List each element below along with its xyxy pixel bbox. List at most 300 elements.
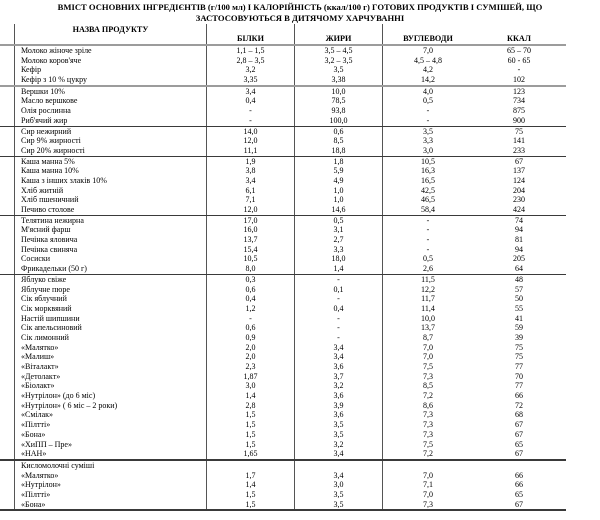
cell-kcal: 65	[515, 439, 523, 449]
cell-protein: 0,3	[207, 275, 295, 285]
cell-protein: 1,5	[207, 420, 295, 430]
cell-protein: 14,0	[207, 127, 295, 137]
cell-product-name: «Нутрілон»	[14, 480, 207, 490]
cell-protein: 15,4	[207, 245, 295, 255]
table-row	[0, 136, 566, 146]
cell-product-name: «ХиПП – Пре»	[14, 440, 207, 450]
cell-carbs: 58,4	[421, 205, 435, 214]
cell-kcal: 141	[513, 136, 525, 146]
cell-protein: 1,87	[207, 372, 295, 382]
cell-fat: -	[295, 314, 383, 324]
cell-fat: 3,9	[295, 401, 383, 411]
cell-carbs: 12,2	[421, 284, 435, 294]
table-row	[0, 401, 566, 411]
cell-fat: 100,0	[295, 116, 383, 126]
cell-kcal: 233	[513, 145, 525, 155]
cell-protein: 16,0	[207, 225, 295, 235]
cell-protein: 2,8 – 3,5	[207, 56, 295, 66]
cell-protein: 3,0	[207, 381, 295, 391]
cell-product-name: «Пілтті»	[14, 490, 207, 500]
cell-protein: 3,4	[207, 176, 295, 186]
document-title-line-2: ЗАСТОСОВУЮТЬСЯ В ДИТЯЧОМУ ХАРЧУВАННІ	[195, 13, 405, 23]
cell-product-name: «Нутрілон» (до 6 міс)	[14, 391, 207, 401]
cell-product-name: «Смілак»	[14, 410, 207, 420]
cell-carbs: 13,7	[421, 323, 435, 333]
cell-kcal: 59	[515, 323, 523, 333]
cell-product-name: Сік апельсиновий	[14, 323, 207, 333]
cell-carbs: 11,5	[421, 274, 435, 284]
cell-fat: 0,5	[295, 216, 383, 226]
cell-kcal: 123	[513, 86, 525, 96]
table-row	[0, 449, 566, 459]
cell-kcal: 875	[513, 106, 525, 116]
table-row	[0, 96, 566, 106]
cell-carbs: 2,6	[423, 264, 433, 274]
table-header	[0, 24, 566, 46]
cell-product-name: Хліб пшеничний	[14, 195, 207, 205]
cell-protein	[207, 461, 295, 471]
cell-kcal: 72	[515, 400, 523, 410]
cell-product-name: Сосиски	[14, 254, 207, 264]
cell-fat: 3,5	[295, 430, 383, 440]
cell-protein: 10,5	[207, 254, 295, 264]
cell-protein: 1,5	[207, 500, 295, 510]
cell-protein: 0,4	[207, 96, 295, 106]
cell-product-name: Сік яблучний	[14, 294, 207, 304]
table-row	[0, 116, 566, 126]
cell-protein: 2,8	[207, 401, 295, 411]
cell-kcal: 102	[513, 75, 525, 85]
table-section	[0, 87, 566, 127]
cell-kcal: 94	[515, 244, 523, 254]
table-row	[0, 323, 566, 333]
table-row	[0, 314, 566, 324]
cell-product-name: «Бона»	[14, 430, 207, 440]
cell-carbs: 8,6	[423, 400, 433, 410]
table-section	[0, 461, 566, 511]
table-body	[0, 46, 566, 511]
cell-fat: 0,6	[295, 127, 383, 137]
cell-fat: 3,4	[295, 352, 383, 362]
cell-carbs: 11,7	[421, 294, 435, 304]
cell-kcal: 204	[513, 185, 525, 195]
cell-protein: -	[207, 116, 295, 126]
cell-fat: 3,4	[295, 471, 383, 481]
cell-carbs: 7,3	[423, 371, 433, 381]
cell-product-name: Телятина нежирна	[14, 216, 207, 226]
cell-carbs: 7,3	[423, 410, 433, 420]
cell-product-name: «Детолакт»	[14, 372, 207, 382]
cell-carbs: 7,1	[423, 480, 433, 490]
cell-carbs: 16,3	[421, 166, 435, 176]
cell-carbs: 7,2	[423, 391, 433, 401]
cell-protein: 2,0	[207, 343, 295, 353]
cell-protein: 0,9	[207, 333, 295, 343]
cell-product-name: «Віталакт»	[14, 362, 207, 372]
cell-carbs: 7,3	[423, 429, 433, 439]
cell-fat: -	[295, 333, 383, 343]
cell-carbs: -	[426, 225, 430, 235]
cell-kcal: 65 – 70	[507, 46, 531, 55]
cell-carbs	[383, 461, 473, 471]
cell-kcal: 77	[515, 362, 523, 371]
cell-fat: 3,7	[295, 372, 383, 382]
cell-protein: 1,5	[207, 430, 295, 440]
cell-kcal: 74	[515, 215, 523, 225]
cell-fat: -	[295, 294, 383, 304]
nutrition-table	[0, 24, 566, 511]
cell-kcal: 900	[513, 115, 525, 125]
cell-kcal: 75	[515, 352, 523, 362]
cell-fat: 18,8	[295, 146, 383, 156]
cell-kcal: 50	[515, 294, 523, 304]
cell-protein: 0,6	[207, 323, 295, 333]
table-row	[0, 186, 566, 196]
cell-carbs: 11,4	[421, 303, 435, 313]
cell-kcal: 55	[515, 303, 523, 313]
table-row	[0, 461, 566, 471]
cell-carbs: 8,7	[423, 332, 433, 342]
cell-fat: 0,1	[295, 285, 383, 295]
cell-protein: 1,5	[207, 440, 295, 450]
table-row	[0, 490, 566, 500]
cell-protein: 7,1	[207, 195, 295, 205]
cell-product-name: Яблуко свіже	[14, 275, 207, 285]
cell-fat: 10,0	[295, 87, 383, 97]
cell-kcal: 67	[515, 429, 523, 439]
cell-protein: -	[207, 106, 295, 116]
cell-protein: 1,2	[207, 304, 295, 314]
cell-carbs: 7,0	[423, 46, 433, 55]
cell-carbs: 7,0	[423, 470, 433, 480]
cell-product-name: Масло вершкове	[14, 96, 207, 106]
table-row	[0, 430, 566, 440]
cell-product-name: «НАН»	[14, 449, 207, 459]
table-section	[0, 157, 566, 216]
cell-fat: 1,0	[295, 186, 383, 196]
cell-fat: 3,5	[295, 420, 383, 430]
cell-fat: 1,0	[295, 195, 383, 205]
cell-protein: 12,0	[207, 205, 295, 215]
cell-fat: 4,9	[295, 176, 383, 186]
cell-carbs: 42,5	[421, 185, 435, 195]
cell-carbs: 7,5	[423, 362, 433, 371]
cell-protein: 3,35	[207, 75, 295, 85]
cell-kcal: 48	[515, 274, 523, 284]
table-row	[0, 235, 566, 245]
cell-fat: 5,9	[295, 166, 383, 176]
cell-carbs: 7,2	[423, 449, 433, 459]
cell-protein: 3,8	[207, 166, 295, 176]
table-row	[0, 285, 566, 295]
cell-protein: 1,4	[207, 480, 295, 490]
cell-protein: 2,3	[207, 362, 295, 372]
table-section	[0, 46, 566, 87]
cell-protein: 1,5	[207, 490, 295, 500]
cell-fat: 3,2 – 3,5	[295, 56, 383, 66]
table-row	[0, 352, 566, 362]
cell-kcal: -	[517, 65, 521, 75]
column-header-protein: БІЛКИ	[207, 24, 295, 44]
cell-protein: 3,2	[207, 65, 295, 75]
document-title	[20, 2, 580, 24]
cell-carbs: 10,0	[421, 313, 435, 323]
cell-fat: 0,4	[295, 304, 383, 314]
cell-fat: 78,5	[295, 96, 383, 106]
cell-kcal	[473, 461, 565, 471]
cell-carbs: 7,0	[423, 342, 433, 352]
cell-carbs: 3,0	[423, 145, 433, 155]
table-row	[0, 146, 566, 156]
cell-carbs: -	[426, 235, 430, 245]
table-row	[0, 381, 566, 391]
table-row	[0, 176, 566, 186]
table-row	[0, 56, 566, 66]
cell-protein: 17,0	[207, 216, 295, 226]
cell-carbs: 4,0	[423, 86, 433, 96]
cell-fat: 3,4	[295, 343, 383, 353]
cell-product-name: Каша манна 5%	[14, 157, 207, 167]
cell-kcal: 734	[513, 96, 525, 106]
table-row	[0, 275, 566, 285]
table-section	[0, 127, 566, 157]
cell-carbs: -	[426, 106, 430, 116]
cell-product-name: Молоко коров'яче	[14, 56, 207, 66]
column-header-product-name: НАЗВА ПРОДУКТУ	[14, 24, 207, 44]
cell-product-name: М'ясний фарш	[14, 225, 207, 235]
cell-product-name: Печиво столове	[14, 205, 207, 215]
cell-fat: 3,5	[295, 65, 383, 75]
table-row	[0, 166, 566, 176]
cell-fat: 1,4	[295, 264, 383, 274]
table-row	[0, 254, 566, 264]
cell-fat: -	[295, 275, 383, 285]
cell-carbs: 3,3	[423, 136, 433, 146]
cell-fat: 3,1	[295, 225, 383, 235]
table-section	[0, 216, 566, 275]
cell-product-name: Молоко жіноче зріле	[14, 46, 207, 56]
cell-kcal: 41	[515, 313, 523, 323]
cell-protein: 2,0	[207, 352, 295, 362]
cell-kcal: 60 - 65	[507, 55, 531, 65]
cell-fat: 14,6	[295, 205, 383, 215]
cell-carbs: 8,5	[423, 381, 433, 391]
cell-kcal: 67	[515, 449, 523, 459]
cell-product-name: Олія рослинна	[14, 106, 207, 116]
cell-kcal: 39	[515, 332, 523, 342]
cell-protein: 1,65	[207, 449, 295, 459]
cell-fat: 3,0	[295, 480, 383, 490]
cell-carbs: 7,3	[423, 420, 433, 430]
cell-kcal: 424	[513, 205, 525, 214]
table-row	[0, 420, 566, 430]
cell-protein: 11,1	[207, 146, 295, 156]
cell-protein: 12,0	[207, 136, 295, 146]
cell-product-name: «Малятко»	[14, 343, 207, 353]
cell-product-name: Вершки 10%	[14, 87, 207, 97]
cell-kcal: 68	[515, 410, 523, 420]
cell-carbs: 7,3	[423, 499, 433, 509]
cell-carbs: -	[426, 244, 430, 254]
table-row	[0, 372, 566, 382]
cell-fat: 8,5	[295, 136, 383, 146]
table-row	[0, 294, 566, 304]
table-row	[0, 65, 566, 75]
table-row	[0, 440, 566, 450]
cell-product-name: Риб'ячий жир	[14, 116, 207, 126]
cell-product-name: Кисломолочні суміші	[14, 461, 207, 471]
table-row	[0, 87, 566, 97]
table-row	[0, 362, 566, 372]
cell-product-name: Каша манна 10%	[14, 166, 207, 176]
table-row	[0, 410, 566, 420]
cell-product-name: Сир 9% жирності	[14, 136, 207, 146]
cell-fat: 3,6	[295, 391, 383, 401]
cell-kcal: 81	[515, 235, 523, 245]
table-row	[0, 304, 566, 314]
cell-kcal: 64	[515, 264, 523, 274]
cell-fat: 3,3	[295, 245, 383, 255]
cell-carbs: 7,5	[423, 439, 433, 449]
cell-carbs: 14,2	[421, 75, 435, 85]
cell-product-name: Сир 20% жирності	[14, 146, 207, 156]
cell-carbs: 4,2	[423, 65, 433, 75]
table-row	[0, 471, 566, 481]
cell-kcal: 124	[513, 175, 525, 185]
cell-protein: 1,5	[207, 410, 295, 420]
cell-product-name: Настій шипшини	[14, 314, 207, 324]
table-row	[0, 157, 566, 167]
cell-product-name: Фрикадельки (50 г)	[14, 264, 207, 274]
cell-product-name: Каша з інших злаків 10%	[14, 176, 207, 186]
cell-protein: 8,0	[207, 264, 295, 274]
cell-carbs: 7,0	[423, 352, 433, 362]
cell-fat: 3,2	[295, 440, 383, 450]
cell-product-name: «Нутрілон» ( 6 міс – 2 роки)	[14, 401, 207, 411]
cell-kcal: 75	[515, 342, 523, 352]
document-title-line-1: ВМІСТ ОСНОВНИХ ІНГРЕДІЄНТІВ (г/100 мл) І КАЛОРІЙНІСТЬ (ккал/100 г) ГОТОВИХ ПРОДУКТІВ І СУМІШЕЙ, ЩО	[57, 2, 543, 12]
cell-kcal: 66	[515, 391, 523, 401]
cell-fat: 3,2	[295, 381, 383, 391]
cell-fat: 93,8	[295, 106, 383, 116]
cell-product-name: «Пілтті»	[14, 420, 207, 430]
cell-fat: 2,7	[295, 235, 383, 245]
column-header-fat: ЖИРИ	[295, 24, 383, 44]
cell-fat: 18,0	[295, 254, 383, 264]
cell-kcal: 77	[515, 381, 523, 391]
cell-kcal: 230	[513, 195, 525, 205]
cell-carbs: 7,0	[423, 489, 433, 499]
cell-carbs: 0,5	[423, 96, 433, 106]
table-row	[0, 216, 566, 226]
cell-carbs: 46,5	[421, 195, 435, 205]
cell-product-name: Кефір	[14, 65, 207, 75]
cell-product-name: «Біолакт»	[14, 381, 207, 391]
cell-product-name: Сік морквяний	[14, 304, 207, 314]
cell-kcal: 75	[515, 126, 523, 136]
cell-fat: 3,6	[295, 362, 383, 372]
cell-product-name: «Малиш»	[14, 352, 207, 362]
cell-kcal: 65	[515, 489, 523, 499]
table-section	[0, 275, 566, 461]
table-row	[0, 500, 566, 510]
cell-fat	[295, 461, 383, 471]
table-row	[0, 46, 566, 56]
table-row	[0, 480, 566, 490]
table-row	[0, 127, 566, 137]
cell-kcal: 66	[515, 470, 523, 480]
cell-protein: 6,1	[207, 186, 295, 196]
cell-kcal: 67	[515, 420, 523, 430]
cell-product-name: «Малятко»	[14, 471, 207, 481]
cell-kcal: 205	[513, 254, 525, 264]
table-row	[0, 264, 566, 274]
cell-kcal: 67	[515, 156, 523, 166]
cell-kcal: 67	[515, 499, 523, 509]
table-row	[0, 75, 566, 85]
cell-fat: -	[295, 323, 383, 333]
cell-carbs: 0,5	[423, 254, 433, 264]
cell-protein: -	[207, 314, 295, 324]
cell-product-name: Кефір з 10 % цукру	[14, 75, 207, 85]
table-row	[0, 343, 566, 353]
cell-kcal: 137	[513, 166, 525, 176]
table-row	[0, 391, 566, 401]
cell-product-name: «Бона»	[14, 500, 207, 510]
cell-carbs: 3,5	[423, 126, 433, 136]
cell-fat: 1,8	[295, 157, 383, 167]
cell-product-name: Печінка свиняча	[14, 245, 207, 255]
cell-carbs: 16,5	[421, 175, 435, 185]
cell-product-name: Яблучне пюре	[14, 285, 207, 295]
cell-protein: 0,4	[207, 294, 295, 304]
table-row	[0, 195, 566, 205]
cell-product-name: Хліб житній	[14, 186, 207, 196]
cell-protein: 0,6	[207, 285, 295, 295]
table-row	[0, 205, 566, 215]
cell-product-name: Сік лимонний	[14, 333, 207, 343]
cell-fat: 3,4	[295, 449, 383, 459]
table-row	[0, 106, 566, 116]
cell-carbs: -	[426, 115, 430, 125]
cell-protein: 3,4	[207, 87, 295, 97]
cell-carbs: 4,5 – 4,8	[414, 55, 442, 65]
table-row	[0, 245, 566, 255]
cell-fat: 3,38	[295, 75, 383, 85]
column-header-kcal: ККАЛ	[507, 34, 531, 43]
table-row	[0, 225, 566, 235]
table-row	[0, 333, 566, 343]
cell-carbs: -	[426, 215, 430, 225]
cell-protein: 1,9	[207, 157, 295, 167]
cell-fat: 3,5 – 4,5	[295, 46, 383, 56]
cell-kcal: 94	[515, 225, 523, 235]
cell-protein: 1,7	[207, 471, 295, 481]
cell-kcal: 70	[515, 371, 523, 381]
cell-fat: 3,5	[295, 490, 383, 500]
cell-protein: 13,7	[207, 235, 295, 245]
cell-fat: 3,6	[295, 410, 383, 420]
cell-protein: 1,4	[207, 391, 295, 401]
column-header-carbs: ВУГЛЕВОДИ	[403, 34, 453, 43]
cell-product-name: Сир нежирний	[14, 127, 207, 137]
cell-kcal: 66	[515, 480, 523, 490]
cell-fat: 3,5	[295, 500, 383, 510]
cell-kcal: 57	[515, 284, 523, 294]
cell-product-name: Печінка яловича	[14, 235, 207, 245]
cell-carbs: 10,5	[421, 156, 435, 166]
cell-protein: 1,1 – 1,5	[207, 46, 295, 56]
